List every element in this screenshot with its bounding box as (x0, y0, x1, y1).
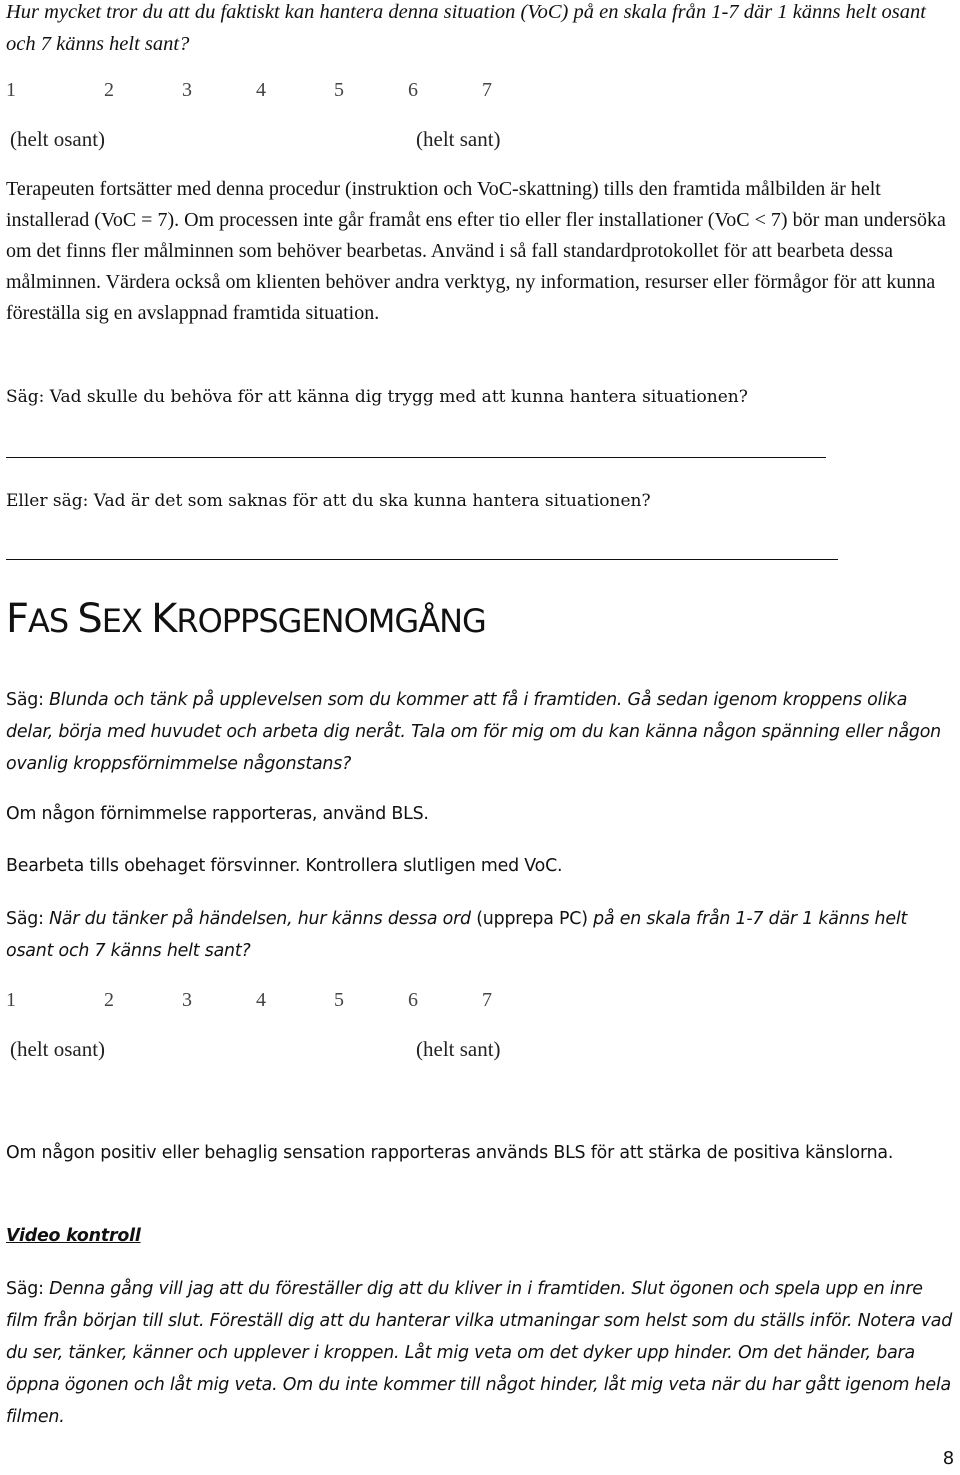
say-prefix: Säg: (6, 690, 50, 710)
scale-low-label: (helt osant) (10, 127, 106, 151)
scale-number: 5 (334, 989, 344, 1011)
answer-line-1[interactable] (6, 457, 826, 458)
scale-number: 1 (6, 989, 16, 1011)
voc-scale-2 (6, 989, 526, 1015)
say-saknas-question: Eller säg: Vad är det som saknas för att du ska kunna hantera situationen? (6, 491, 651, 511)
video-kontroll-instruction: Säg: Denna gång vill jag att du föreställer dig att du kliver in i framtiden. Slut ögonen och spela upp en inre film från början till slut. Föreställ dig att du hanterar vilka utmaningar som helst som du ställs inför. Notera vad du ser, tänker, känner och upplever i kroppen. Låt mig veta om det dyker upp hinder. Om det händer, bara öppna ögonen och låt mig veta. Om du inte kommer till något hinder, låt mig veta när du har gått igenom hela filmen. (6, 1279, 953, 1427)
bls-instruction: Om någon förnimmelse rapporteras, använd BLS. (6, 804, 429, 824)
scale-high-label: (helt sant) (416, 127, 501, 151)
scale-number: 3 (182, 79, 192, 101)
scale-number: 7 (482, 79, 492, 101)
video-kontroll-heading: Video kontroll (6, 1226, 141, 1246)
scale-high-label: (helt sant) (416, 1037, 501, 1061)
voc-scale-1 (6, 79, 526, 105)
section-heading-fas-sex: FAS SEX KROPPSGENOMGÅNG (6, 596, 486, 642)
scale-number: 2 (104, 989, 114, 1011)
page-number: 8 (942, 1448, 954, 1469)
scale-number: 2 (104, 79, 114, 101)
scale-low-label: (helt osant) (10, 1037, 106, 1061)
scale-number: 6 (408, 79, 418, 101)
scale-number: 4 (256, 989, 266, 1011)
scale-number: 5 (334, 79, 344, 101)
scale-number: 6 (408, 989, 418, 1011)
positive-sensation-instruction: Om någon positiv eller behaglig sensation rapporteras används BLS för att stärka de positiva känslorna. (6, 1143, 894, 1163)
process-instruction: Bearbeta tills obehaget försvinner. Kontrollera slutligen med VoC. (6, 856, 563, 876)
body-scan-instruction (6, 684, 958, 780)
voc-question-1: Hur mycket tror du att du faktiskt kan hantera denna situation (VoC) på en skala från 1-7 där 1 känns helt osant och 7 känns helt sant? (6, 1, 926, 55)
say-trygg-question: Säg: Vad skulle du behöva för att känna dig trygg med att kunna hantera situationen? (6, 387, 748, 407)
scale-number: 7 (482, 989, 492, 1011)
scale-number: 3 (182, 989, 192, 1011)
scale-number: 1 (6, 79, 16, 101)
procedure-paragraph: Terapeuten fortsätter med denna procedur (instruktion och VoC-skattning) tills den framtida målbilden är helt installerad (VoC = 7). Om processen inte går framåt ens efter tio eller fler installationer (VoC < 7) bör man undersöka om det finns fler målminnen som behöver bearbetas. Använd i så fall standardprotokollet för att bearbeta dessa målminnen. Värdera också om klienten behöver andra verktyg, ny information, resurser eller förmågor för att kunna föreställa sig en avslappnad framtida situation. (6, 178, 946, 324)
voc-question-2: Säg: När du tänker på händelsen, hur känns dessa ord (upprepa PC) på en skala från 1-7 där 1 känns helt osant och 7 känns helt sant? (6, 909, 908, 961)
answer-line-2[interactable] (6, 559, 838, 560)
body-scan-say-text: Blunda och tänk på upplevelsen som du kommer att få i framtiden. Gå sedan igenom kroppens olika delar, börja med huvudet och arbeta dig neråt. Tala om för mig om du kan känna någon spänning eller någon ovanlig kroppsförnimmelse någonstans? (6, 690, 942, 774)
scale-number: 4 (256, 79, 266, 101)
